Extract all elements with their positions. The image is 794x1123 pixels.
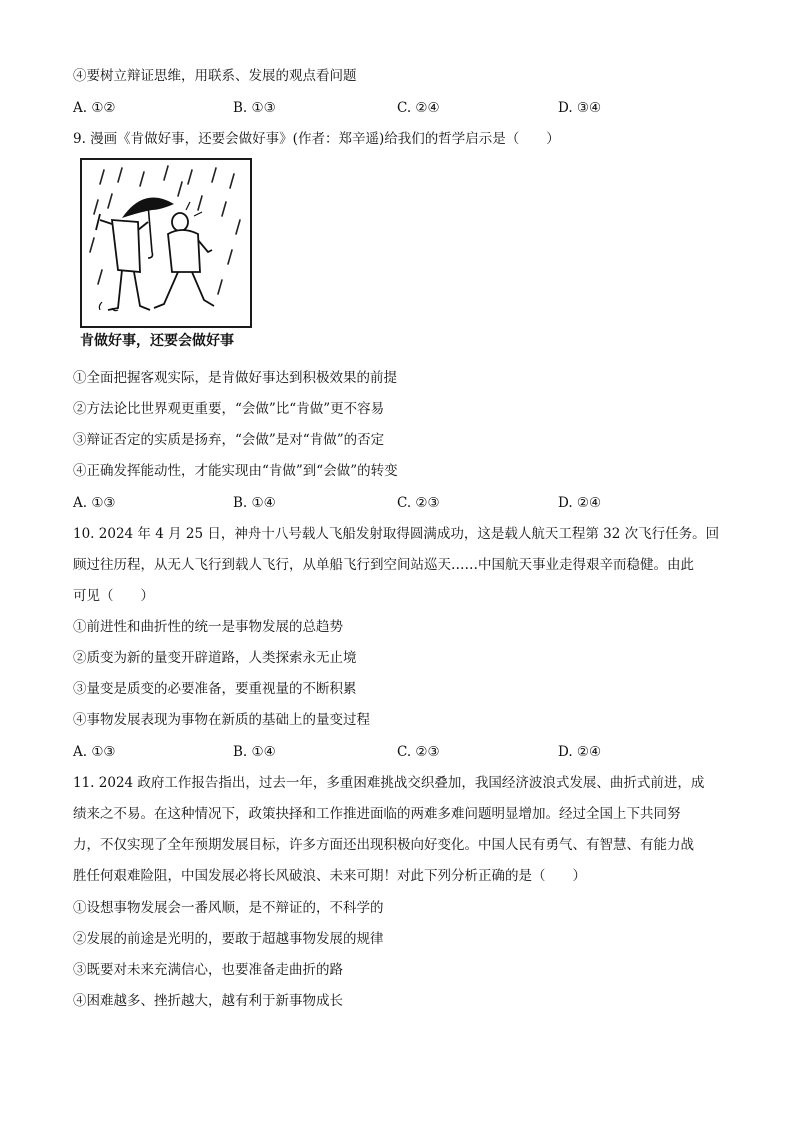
q11-statement-2: ②发展的前途是光明的，要敢于超越事物发展的规律	[73, 931, 384, 947]
q10-option-a: A. ①③	[73, 744, 116, 760]
q10-options	[73, 742, 733, 762]
q9-option-b: B. ①④	[233, 495, 276, 511]
q8-option-c: C. ②④	[397, 100, 440, 116]
q11-stem-line-4: 胜任何艰难险阻，中国发展必将长风破浪、未来可期！对此下列分析正确的是（ ）	[73, 868, 586, 884]
q9-option-a: A. ①③	[73, 495, 116, 511]
q9-statement-4: ④正确发挥能动性，才能实现由“肯做”到“会做”的转变	[73, 463, 398, 479]
q8-options	[73, 98, 733, 118]
q10-stem-line-2: 顾过往历程，从无人飞行到载人飞行，从单船飞行到空间站巡天……中国航天事业走得艰辛而稳健。由此	[73, 557, 694, 573]
q8-option-a: A. ①②	[73, 100, 116, 116]
q11-statement-4: ④困难越多、挫折越大，越有利于新事物成长	[73, 993, 343, 1009]
q10-statement-2: ②质变为新的量变开辟道路，人类探索永无止境	[73, 650, 357, 666]
cartoon-caption: 肯做好事，还要会做好事	[80, 333, 234, 349]
q10-statement-1: ①前进性和曲折性的统一是事物发展的总趋势	[73, 619, 343, 635]
q9-option-c: C. ②③	[397, 495, 440, 511]
q10-statement-3: ③量变是质变的必要准备，要重视量的不断积累	[73, 681, 357, 697]
q11-stem-line-3: 力，不仅实现了全年预期发展目标，许多方面还出现积极向好变化。中国人民有勇气、有智慧、有能力战	[73, 837, 694, 853]
q10-option-d: D. ②④	[558, 744, 602, 760]
q10-stem-line-3: 可见（ ）	[73, 588, 154, 604]
q10-option-c: C. ②③	[397, 744, 440, 760]
q9-options	[73, 493, 733, 513]
q10-stem-line-1: 10. 2024 年 4 月 25 日，神舟十八号载人飞船发射取得圆满成功，这是载人航天工程第 32 次飞行任务。回	[73, 526, 720, 542]
q8-statement-4: ④要树立辩证思维，用联系、发展的观点看问题	[73, 68, 357, 84]
q9-stem: 9. 漫画《肯做好事，还要会做好事》(作者：郑辛遥)给我们的哲学启示是（ ）	[73, 131, 560, 147]
q11-statement-1: ①设想事物发展会一番风顺，是不辩证的，不科学的	[73, 900, 384, 916]
q9-option-d: D. ②④	[558, 495, 602, 511]
q11-statement-3: ③既要对未来充满信心，也要准备走曲折的路	[73, 962, 343, 978]
q8-option-d: D. ③④	[558, 100, 602, 116]
q9-statement-2: ②方法论比世界观更重要，“会做”比“肯做”更不容易	[73, 401, 385, 417]
q11-stem-line-1: 11. 2024 政府工作报告指出，过去一年，多重困难挑战交织叠加，我国经济波浪式发展、曲折式前进，成	[73, 775, 705, 791]
q9-statement-3: ③辩证否定的实质是扬弃，“会做”是对“肯做”的否定	[73, 432, 385, 448]
q10-option-b: B. ①④	[233, 744, 276, 760]
cartoon-image	[80, 158, 252, 328]
q9-statement-1: ①全面把握客观实际，是肯做好事达到积极效果的前提	[73, 370, 397, 386]
q8-option-b: B. ①③	[233, 100, 276, 116]
q10-statement-4: ④事物发展表现为事物在新质的基础上的量变过程	[73, 712, 370, 728]
q11-stem-line-2: 绩来之不易。在这种情况下，政策抉择和工作推进面临的两难多难问题明显增加。经过全国上下共同努	[73, 806, 681, 822]
cartoon-drawing	[82, 160, 250, 326]
